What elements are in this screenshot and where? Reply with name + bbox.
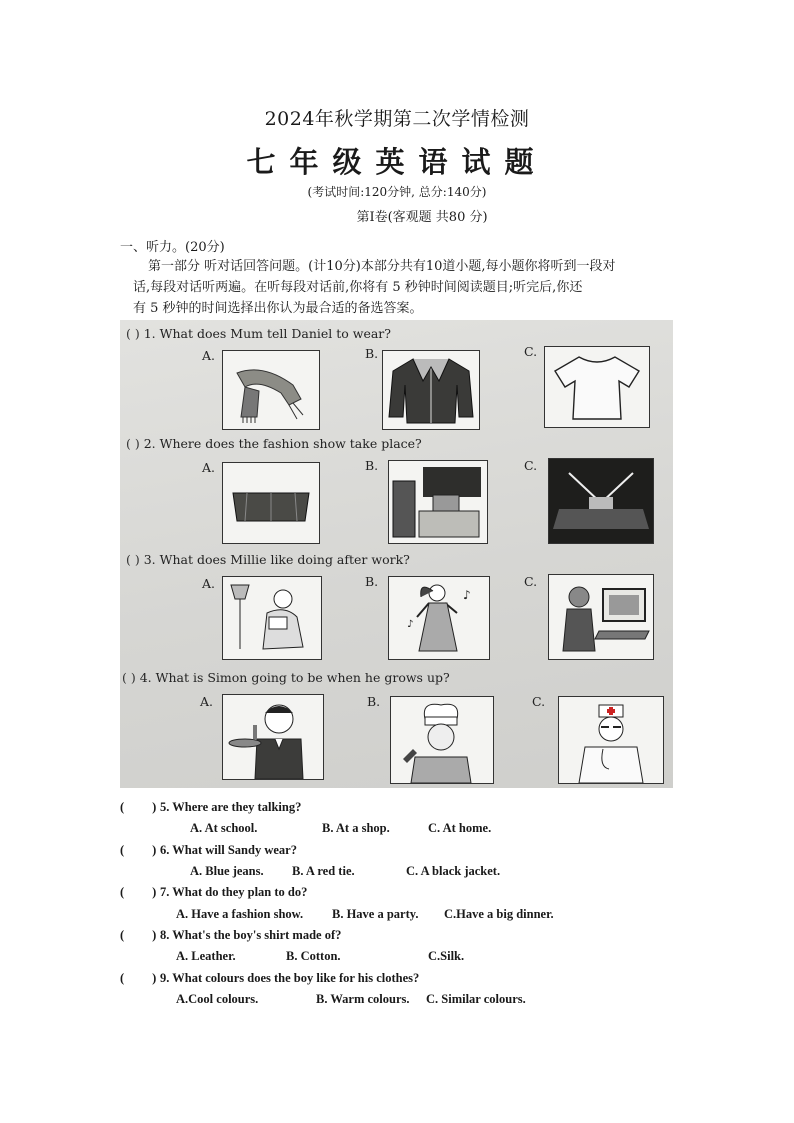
- text-question-5: [120, 800, 301, 815]
- exam-time-info: (考试时间:120分钟, 总分:140分): [307, 185, 487, 199]
- svg-text:♪: ♪: [463, 588, 471, 602]
- answer-blank-open[interactable]: (: [120, 843, 125, 857]
- option-label: C.: [524, 344, 538, 359]
- option[interactable]: A. Have a fashion show.: [176, 907, 304, 921]
- option-label: C.: [532, 694, 546, 709]
- doctor-icon[interactable]: [558, 696, 664, 784]
- instruction-line: 第一部分 听对话回答问题。(计10分)本部分共有10道小题,每小题你将听到一段对: [148, 259, 616, 274]
- answer-blank-close: ): [152, 885, 157, 899]
- option[interactable]: A. Leather.: [176, 949, 236, 963]
- option-label: A.: [202, 460, 216, 475]
- instruction-line: 话,每段对话听两遍。在听每段对话前,你将有 5 秒钟时间阅读题目;听完后,你还: [133, 280, 583, 295]
- answer-blank[interactable]: ( ): [126, 326, 140, 341]
- instruction-line: 有 5 秒钟的时间选择出你认为最合适的备选答案。: [133, 301, 423, 316]
- option[interactable]: C. A black jacket.: [406, 864, 501, 878]
- answer-blank-open[interactable]: (: [120, 971, 125, 985]
- scarf-icon[interactable]: [222, 350, 320, 430]
- volume-title: 第Ⅰ卷(客观题 共80 分): [356, 210, 488, 225]
- option[interactable]: B. At a shop.: [322, 821, 390, 835]
- answer-blank-open[interactable]: (: [120, 928, 125, 942]
- text-question-8: [120, 928, 341, 943]
- computer-icon[interactable]: [548, 574, 654, 660]
- answer-blank-close: ): [152, 843, 157, 857]
- question-text: 1. What does Mum tell Daniel to wear?: [143, 326, 391, 341]
- picture-question-2: [126, 436, 422, 451]
- option-label: B.: [365, 346, 379, 361]
- picture-question-4: [122, 670, 450, 685]
- question-text: 2. Where does the fashion show take place?: [143, 436, 422, 451]
- exam-session-title: 2024年秋学期第二次学情检测: [264, 108, 530, 130]
- option[interactable]: C. Similar colours.: [426, 992, 526, 1006]
- question-text: 3. What does Millie like doing after work?: [143, 552, 410, 567]
- option[interactable]: C.Silk.: [428, 949, 465, 963]
- answer-blank-open[interactable]: (: [120, 885, 125, 899]
- text-question-9: [120, 971, 419, 986]
- option[interactable]: A.Cool colours.: [176, 992, 259, 1006]
- option[interactable]: B. A red tie.: [292, 864, 355, 878]
- text-question-6: [120, 843, 297, 858]
- option[interactable]: B. Have a party.: [332, 907, 419, 921]
- tshirt-icon[interactable]: [544, 346, 650, 428]
- picture-question-1: [126, 326, 391, 341]
- text-question-7: [120, 885, 307, 900]
- jacket-icon[interactable]: [382, 350, 480, 430]
- stage-icon[interactable]: [548, 458, 654, 544]
- answer-blank-close: ): [152, 971, 157, 985]
- option-label: B.: [367, 694, 381, 709]
- option[interactable]: B. Warm colours.: [316, 992, 410, 1006]
- answer-blank-close: ): [152, 928, 157, 942]
- answer-blank[interactable]: ( ): [126, 436, 140, 451]
- option-label: C.: [524, 574, 538, 589]
- answer-blank-close: ): [152, 800, 157, 814]
- answer-blank[interactable]: ( ): [126, 552, 140, 567]
- option[interactable]: C.Have a big dinner.: [444, 907, 554, 921]
- option-label: B.: [365, 458, 379, 473]
- field-icon[interactable]: [222, 462, 320, 544]
- option-label: A.: [202, 576, 216, 591]
- option[interactable]: B. Cotton.: [286, 949, 341, 963]
- picture-questions-photo: [120, 320, 673, 788]
- question-text: 4. What is Simon going to be when he grows up?: [139, 670, 450, 685]
- chef-icon[interactable]: [390, 696, 494, 784]
- answer-blank-open[interactable]: (: [120, 800, 125, 814]
- option-label: B.: [365, 574, 379, 589]
- question-text: 7. What do they plan to do?: [160, 885, 308, 899]
- office-icon[interactable]: [388, 460, 488, 544]
- option-label: A.: [200, 694, 214, 709]
- question-text: 8. What's the boy's shirt made of?: [160, 928, 342, 942]
- option[interactable]: C. At home.: [428, 821, 492, 835]
- waiter-icon[interactable]: [222, 694, 324, 780]
- answer-blank[interactable]: ( ): [122, 670, 136, 685]
- dancing-icon[interactable]: [388, 576, 490, 660]
- question-text: 5. Where are they talking?: [160, 800, 302, 814]
- option-label: A.: [202, 348, 216, 363]
- exam-subject-title: 七年级英语试题: [246, 145, 548, 179]
- option-label: C.: [524, 458, 538, 473]
- section-title: 一、听力。(20分): [120, 240, 225, 255]
- question-text: 9. What colours does the boy like for his clothes?: [160, 971, 420, 985]
- option[interactable]: A. At school.: [190, 821, 258, 835]
- option[interactable]: A. Blue jeans.: [190, 864, 264, 878]
- question-text: 6. What will Sandy wear?: [160, 843, 297, 857]
- reading-icon[interactable]: [222, 576, 322, 660]
- picture-question-3: [126, 552, 410, 567]
- svg-text:♪: ♪: [407, 619, 414, 630]
